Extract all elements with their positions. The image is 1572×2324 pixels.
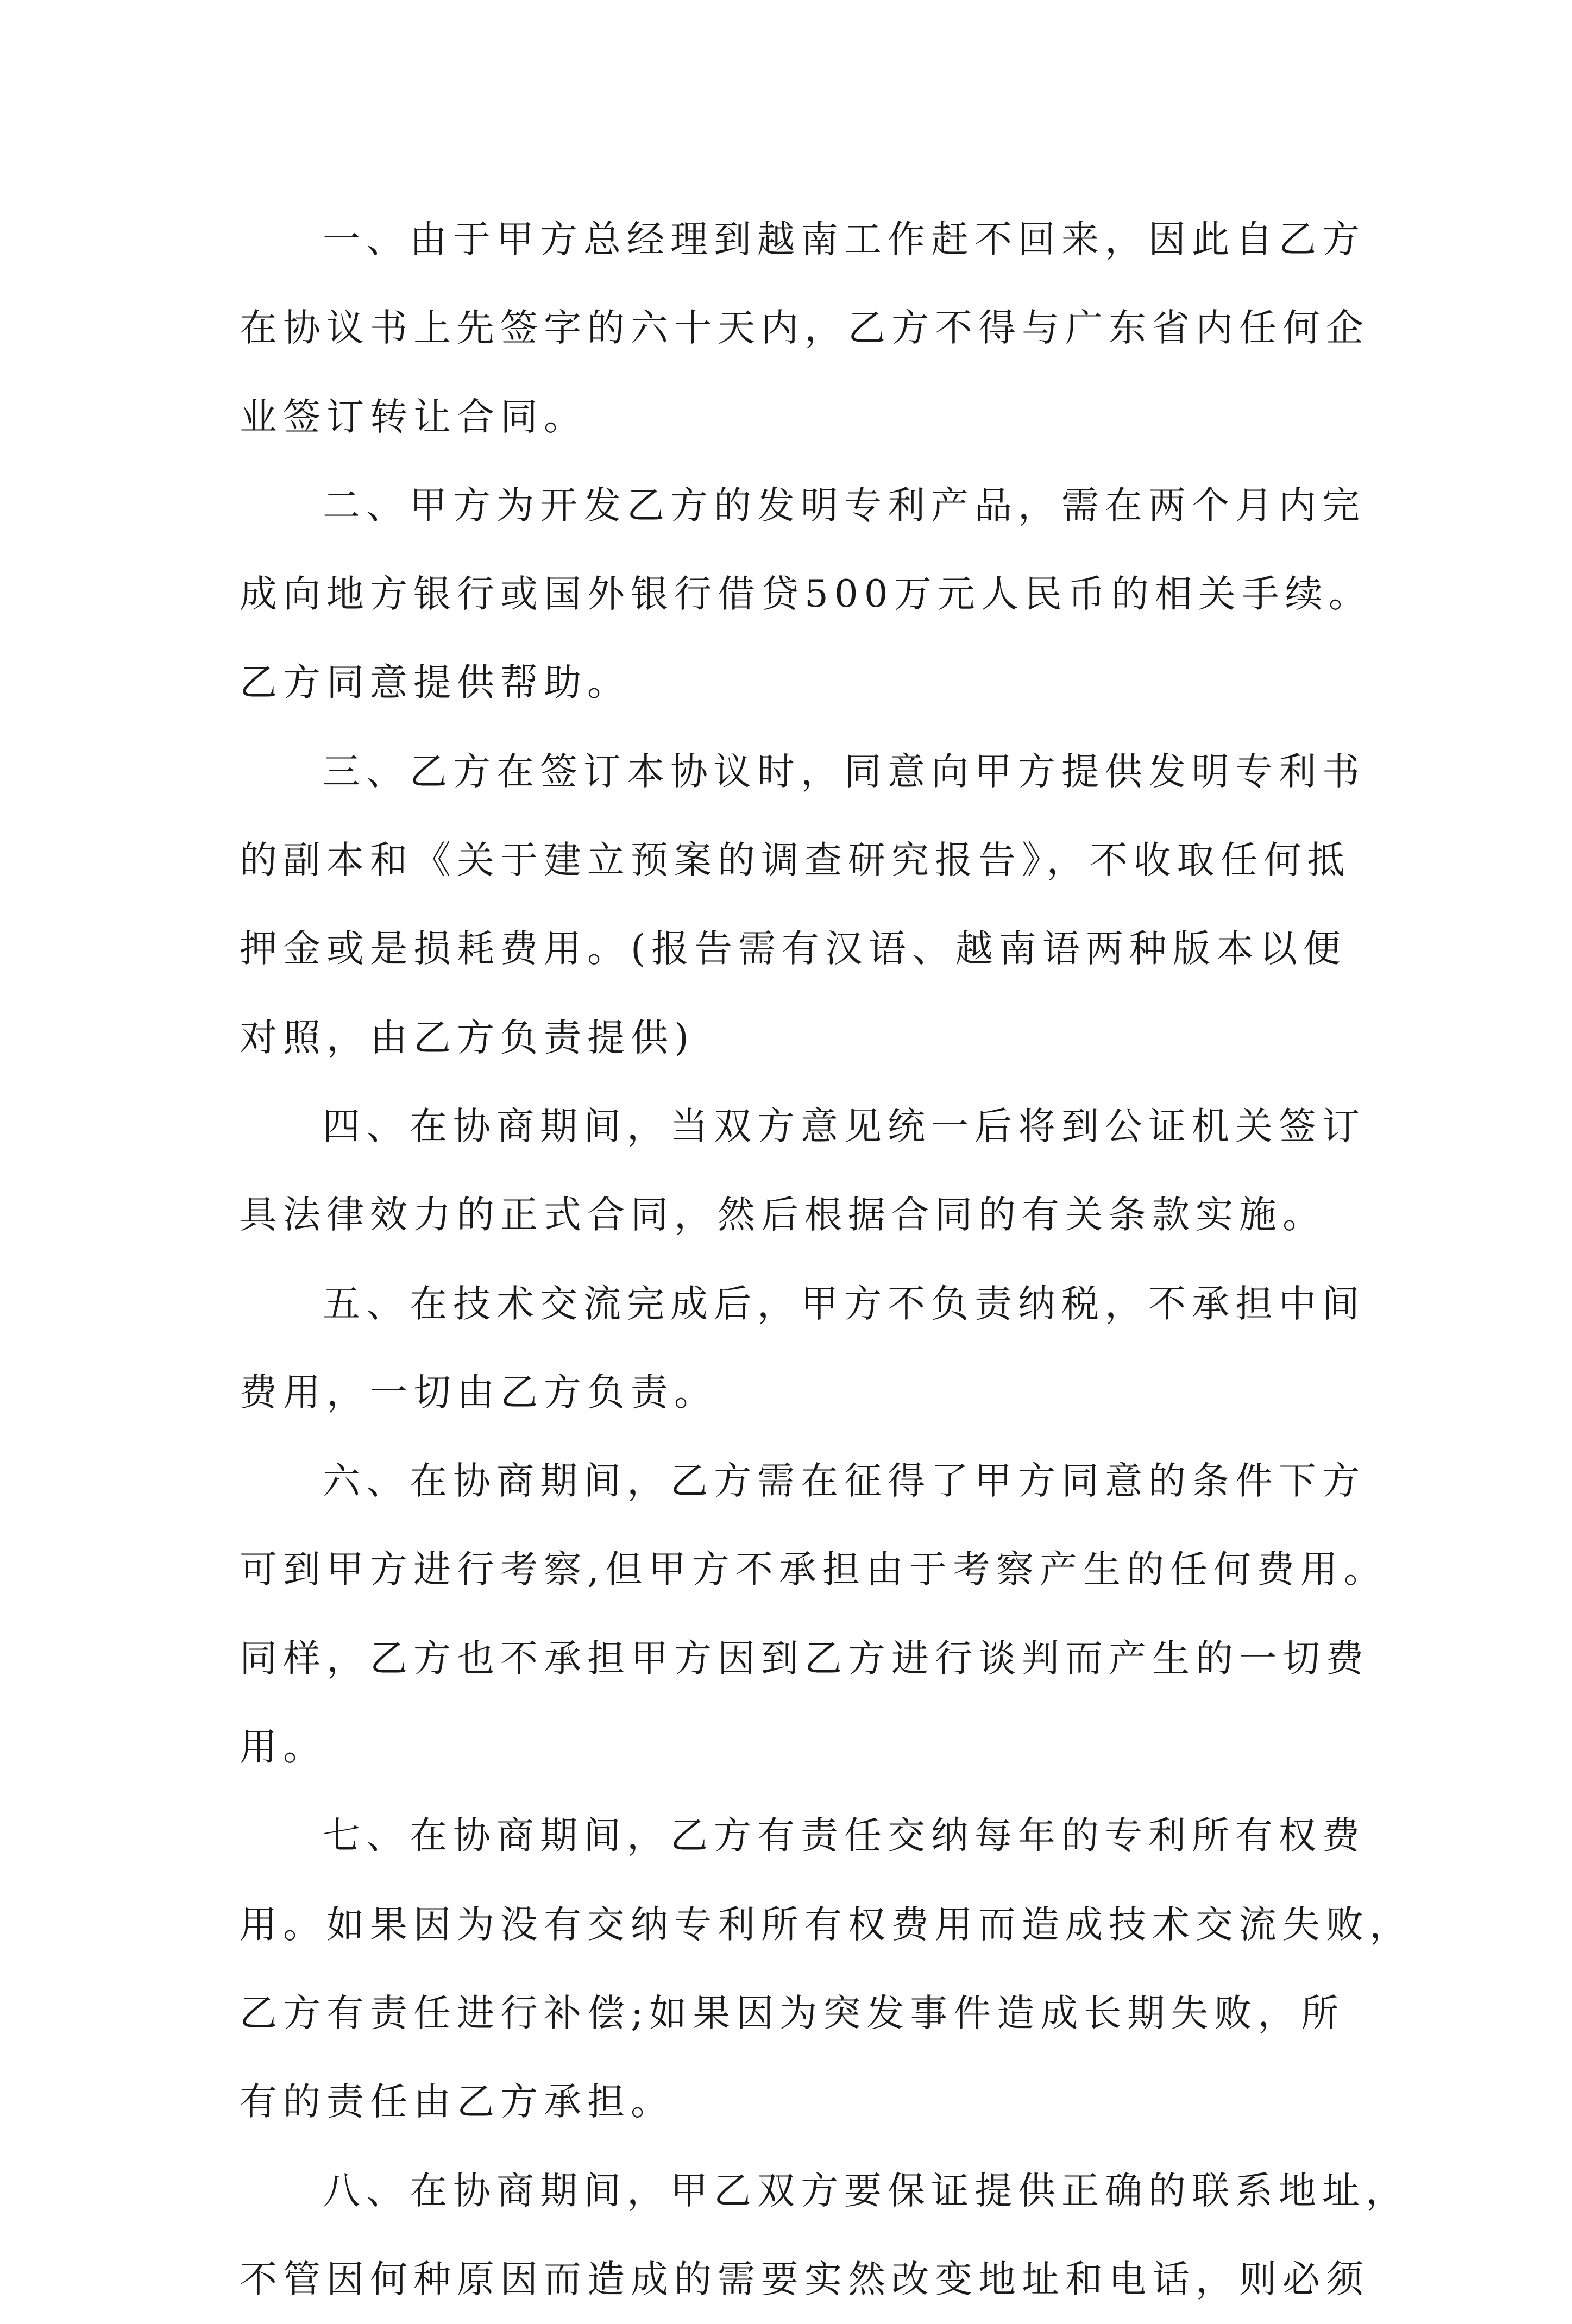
clause-5-line-2: 费用，一切由乙方负责。 (240, 1370, 718, 1414)
clause-2-line-2: 成向地方银行或国外银行借贷500万元人民币的相关手续。 (240, 572, 1372, 616)
clause-4-line-1: 四、在协商期间，当双方意见统一后将到公证机关签订 (323, 1104, 1366, 1148)
clause-6-line-4: 用。 (240, 1725, 326, 1769)
clause-7-line-3: 乙方有责任进行补偿;如果因为突发事件造成长期失败，所 (240, 1991, 1345, 2035)
clause-3-line-1: 三、乙方在签订本协议时，同意向甲方提供发明专利书 (323, 750, 1366, 793)
clause-3-line-2: 的副本和《关于建立预案的调查研究报告》，不收取任何抵 (240, 839, 1351, 883)
agreement-body-text (240, 196, 1413, 2324)
clause-8-line-1: 八、在协商期间，甲乙双方要保证提供正确的联系地址， (323, 2169, 1409, 2213)
clause-6-line-1: 六、在协商期间，乙方需在征得了甲方同意的条件下方 (323, 1459, 1366, 1503)
clause-3-line-3: 押金或是损耗费用。(报告需有汉语、越南语两种版本以便 (240, 927, 1347, 971)
clause-1-line-3: 业签订转让合同。 (240, 395, 587, 439)
clause-3-line-4: 对照，由乙方负责提供) (240, 1016, 695, 1060)
clause-7-line-2: 用。如果因为没有交纳专利所有权费用而造成技术交流失败， (240, 1903, 1413, 1947)
clause-1-line-2: 在协议书上先签字的六十天内，乙方不得与广东省内任何企 (240, 306, 1369, 350)
clause-7-line-1: 七、在协商期间，乙方有责任交纳每年的专利所有权费 (323, 1814, 1366, 1858)
clause-8-line-2: 不管因何种原因而造成的需要实然改变地址和电话，则必须 (240, 2257, 1369, 2301)
clause-2-line-1: 二、甲方为开发乙方的发明专利产品，需在两个月内完 (323, 483, 1366, 527)
clause-7-line-4: 有的责任由乙方承担。 (240, 2080, 674, 2124)
clause-6-line-2: 可到甲方进行考察,但甲方不承担由于考察产生的任何费用。 (240, 1548, 1387, 1592)
clause-5-line-1: 五、在技术交流完成后，甲方不负责纳税，不承担中间 (323, 1282, 1366, 1326)
clause-4-line-2: 具法律效力的正式合同，然后根据合同的有关条款实施。 (240, 1193, 1326, 1237)
clause-1-line-1: 一、由于甲方总经理到越南工作赶不回来，因此自乙方 (323, 218, 1366, 261)
clause-6-line-3: 同样，乙方也不承担甲方因到乙方进行谈判而产生的一切费 (240, 1636, 1369, 1680)
clause-2-line-3: 乙方同意提供帮助。 (240, 661, 631, 705)
